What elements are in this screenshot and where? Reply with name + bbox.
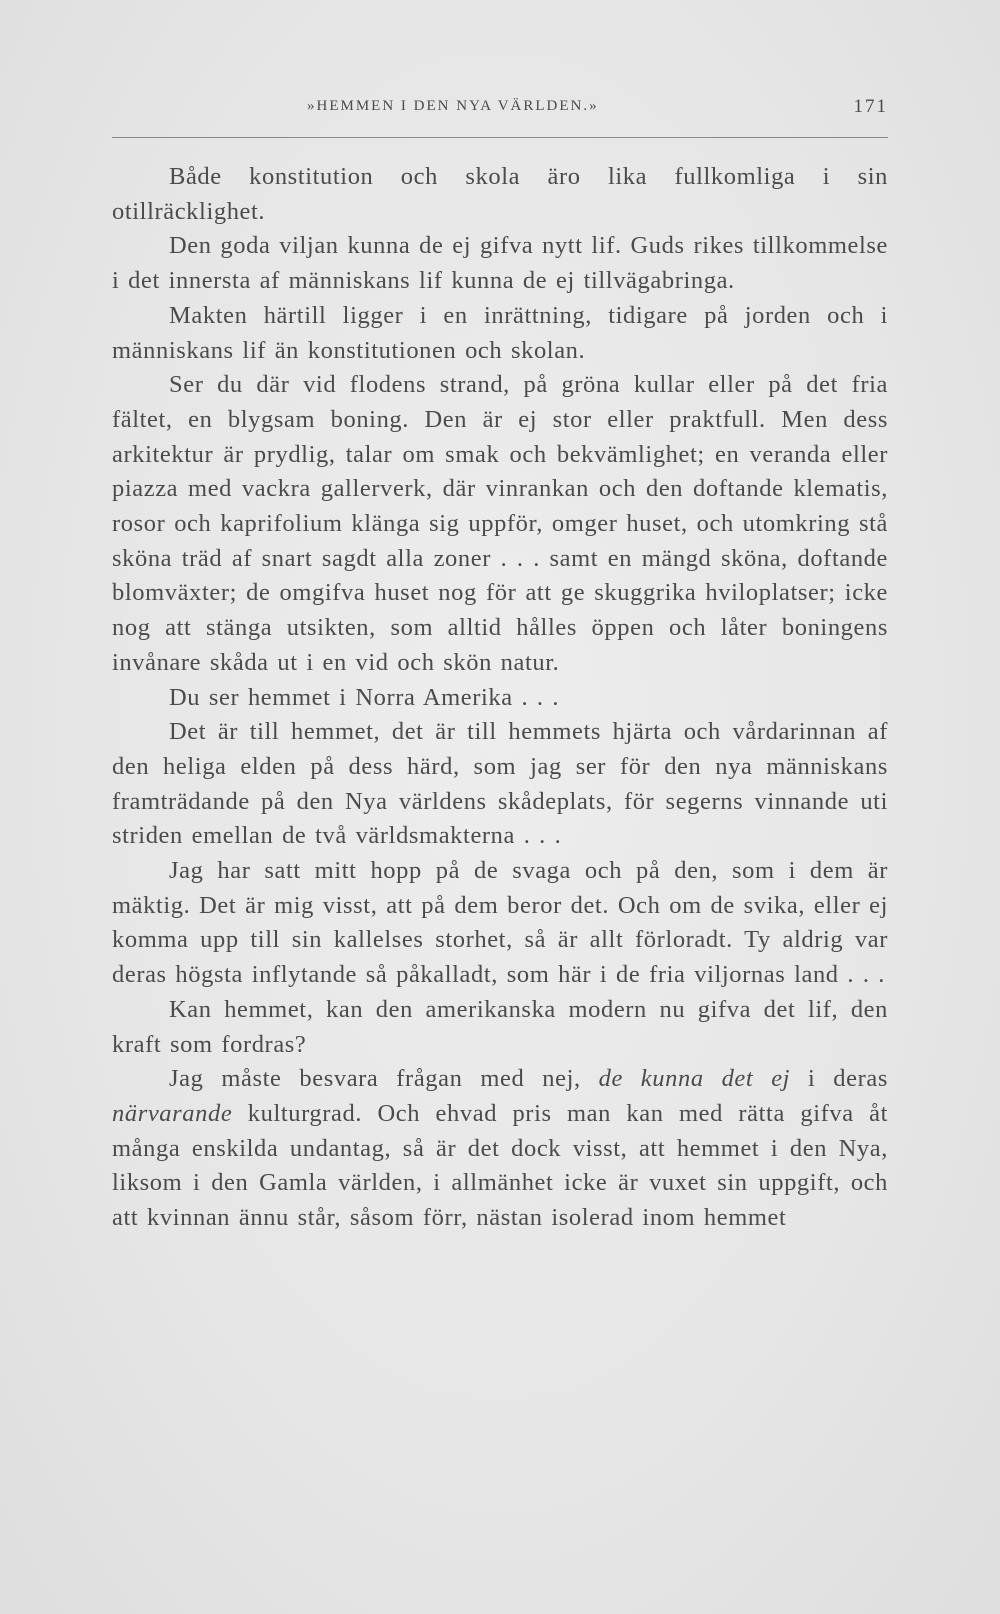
running-head (112, 96, 888, 124)
page-number: 171 (853, 96, 888, 117)
italic-text: de kunna det ej (598, 1065, 791, 1093)
paragraph: Du ser hemmet i Norra Amerika . . . (169, 683, 560, 711)
italic-text: närvarande (112, 1099, 233, 1127)
running-title: »HEMMEN I DEN NYA VÄRLDEN.» (307, 98, 599, 114)
body-text (112, 160, 888, 1236)
paragraph: Både konstitution och skola äro lika fullkomliga i sin otillräcklighet. (112, 163, 888, 225)
paragraph-text: kulturgrad. Och ehvad pris man kan med rätta gifva åt många enskilda undantag, så är det dock visst, att hemmet i den Nya, liksom i den Gamla världen, i allmänhet icke är vuxet sin uppgift, och att kvinnan ännu står, såsom förr, nästan isolerad inom hemmet (112, 1099, 888, 1232)
paragraph: Den goda viljan kunna de ej gifva nytt lif. Guds rikes tillkommelse i det innersta af människans lif kunna de ej tillvägabringa. (112, 232, 888, 295)
header-rule (112, 137, 888, 138)
paragraph (112, 1062, 888, 1236)
paragraph: Det är till hemmet, det är till hemmets hjärta och vårdarinnan af den heliga elden på dess härd, som jag ser för den nya människans framträdande på den Nya världens skådeplats, för segerns vinnande uti striden emellan de två världsmakterna . . . (112, 718, 888, 850)
paragraph: Kan hemmet, kan den amerikanska modern nu gifva det lif, den kraft som fordras? (112, 995, 888, 1058)
paragraph-text: Jag måste besvara frågan med nej, (169, 1065, 599, 1093)
paragraph: Ser du där vid flodens strand, på gröna kullar eller på det fria fältet, en blygsam boning. Den är ej stor eller praktfull. Men dess arkitektur är prydlig, talar om smak och bekvämlighet; en veranda eller piazza med vackra gallerverk, där vinrankan och den doftande klematis, rosor och kaprifolium klänga sig uppför, omger huset, och utomkring stå sköna träd af snart sagdt alla zoner . . . samt en mängd sköna, doftande blomväxter; de omgifva huset nog för att ge skuggrika hviloplatser; icke nog att stänga utsikten, som alltid hålles öppen och låter boningens invånare skåda ut i en vid och skön natur. (112, 371, 888, 676)
paragraph: Jag har satt mitt hopp på de svaga och på den, som i dem är mäktig. Det är mig visst, att på dem beror det. Och om de svika, eller ej komma upp till sin kallelses storhet, så är allt förloradt. Ty aldrig var deras högsta inflytande så påkalladt, som här i de fria viljornas land . . . (112, 857, 888, 989)
paragraph: Makten härtill ligger i en inrättning, tidigare på jorden och i människans lif än konstitutionen och skolan. (112, 301, 888, 364)
paragraph-text: i deras (790, 1065, 888, 1093)
